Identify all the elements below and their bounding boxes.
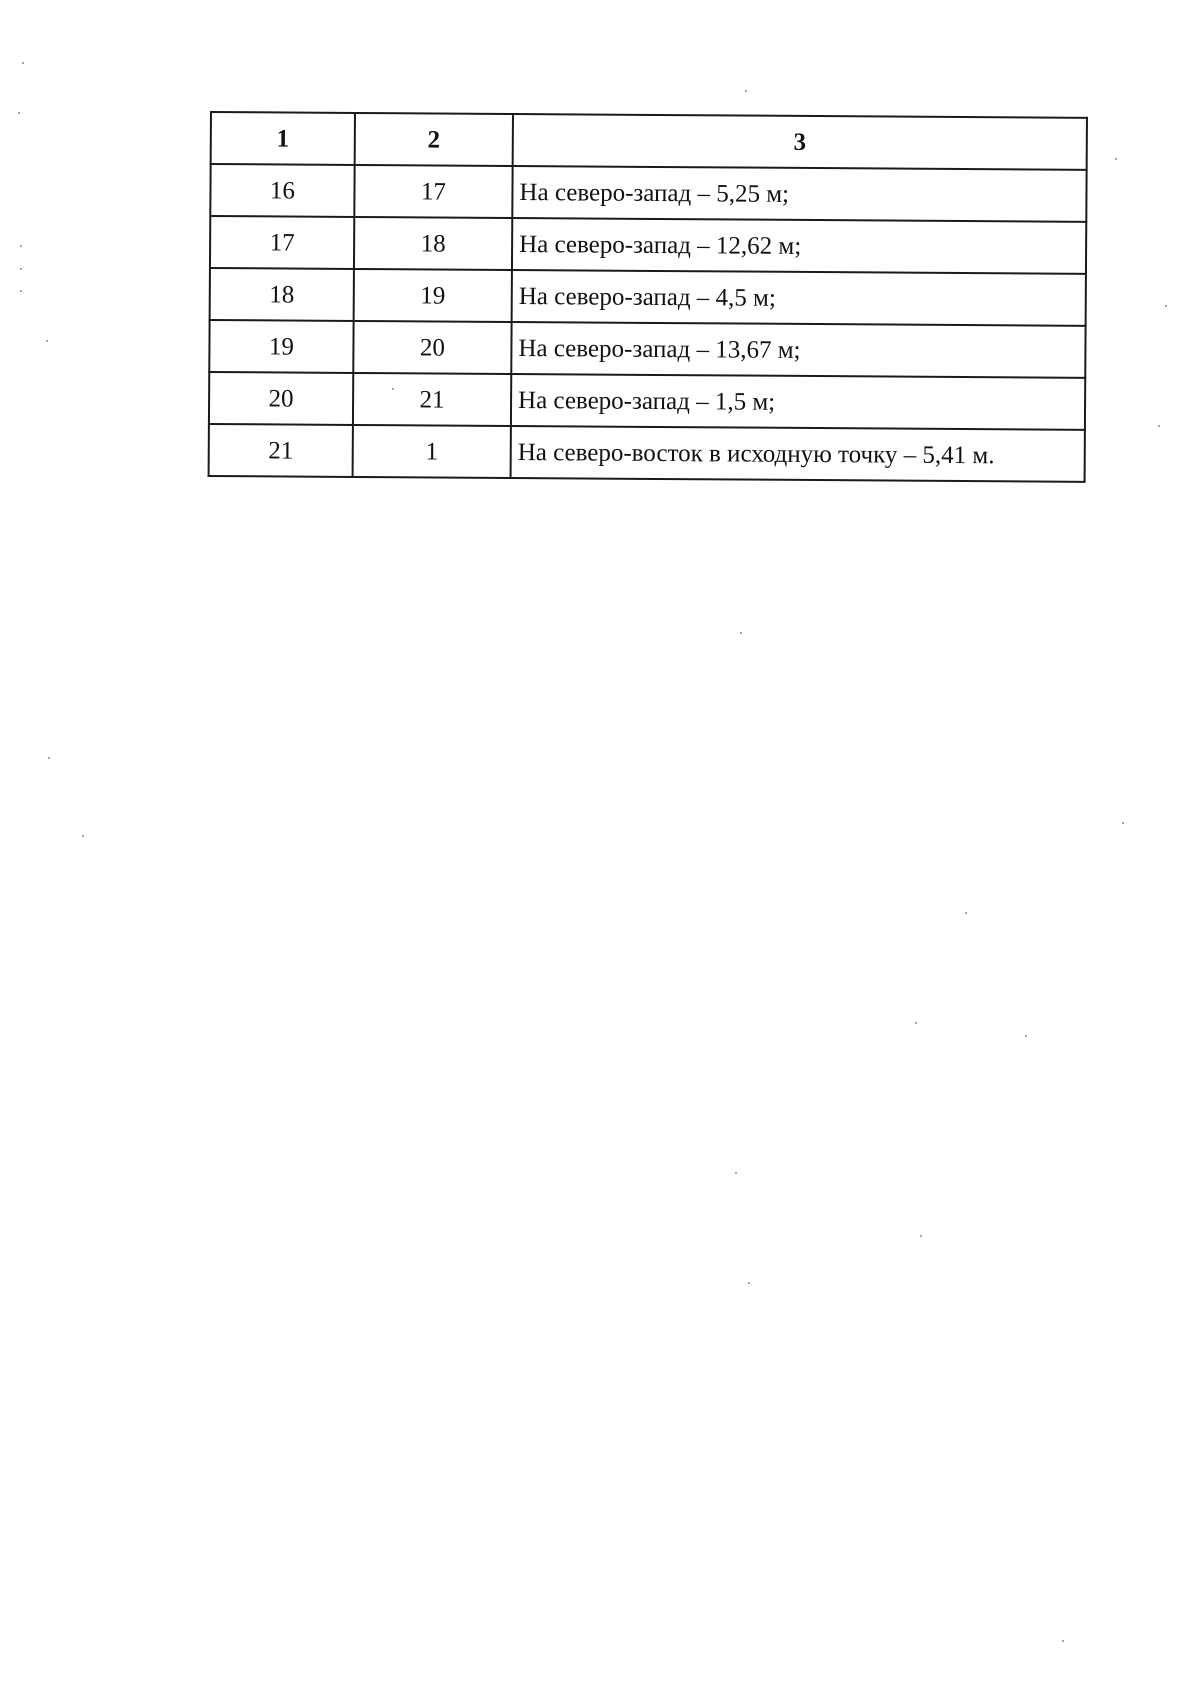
scan-speck [920, 1235, 922, 1237]
segment-description: На северо-запад – 12,62 м; [512, 218, 1086, 274]
scan-speck [48, 757, 50, 759]
scan-speck [46, 340, 48, 342]
scan-speck [22, 62, 24, 64]
point-to: 1 [353, 425, 511, 478]
scan-speck [1025, 1035, 1027, 1037]
segment-description: На северо-восток в исходную точку – 5,41 м. [511, 426, 1085, 482]
segment-description: На северо-запад – 13,67 м; [511, 322, 1085, 378]
scan-speck [1158, 425, 1160, 427]
scan-speck [915, 1022, 917, 1024]
column-header-3: 3 [513, 114, 1087, 170]
table-row [210, 164, 1086, 222]
scan-speck [1062, 1640, 1064, 1642]
point-to: 20 [353, 321, 511, 374]
scan-speck [82, 835, 84, 837]
point-from: 21 [209, 424, 353, 477]
point-from: 17 [210, 216, 354, 269]
scan-speck [965, 912, 967, 914]
table-row [209, 320, 1085, 378]
scan-speck [20, 245, 22, 247]
point-to: 21 [353, 373, 511, 426]
point-from: 18 [210, 268, 354, 321]
table-header-row [211, 112, 1087, 170]
point-to: 17 [354, 165, 512, 218]
point-from: 20 [209, 372, 353, 425]
scan-speck [735, 1172, 737, 1174]
scan-speck [20, 290, 22, 292]
scan-speck [1115, 158, 1117, 160]
scan-speck [392, 388, 394, 390]
boundary-description-table [208, 111, 1088, 483]
scan-speck [1122, 822, 1124, 824]
scan-speck [1165, 305, 1167, 307]
point-to: 18 [354, 217, 512, 270]
scan-speck [745, 90, 747, 92]
scan-speck [18, 112, 20, 114]
table-row [210, 216, 1086, 274]
segment-description: На северо-запад – 4,5 м; [512, 270, 1086, 326]
point-from: 19 [209, 320, 353, 373]
point-from: 16 [210, 164, 354, 217]
scan-speck [748, 1282, 750, 1284]
column-header-1: 1 [211, 112, 355, 165]
table-row [209, 372, 1085, 430]
point-to: 19 [354, 269, 512, 322]
segment-description: На северо-запад – 1,5 м; [511, 374, 1085, 430]
table-row [210, 268, 1086, 326]
segment-description: На северо-запад – 5,25 м; [512, 166, 1086, 222]
scan-speck [740, 632, 742, 634]
table-row [209, 424, 1085, 482]
column-header-2: 2 [355, 113, 513, 166]
scan-speck [20, 268, 22, 270]
